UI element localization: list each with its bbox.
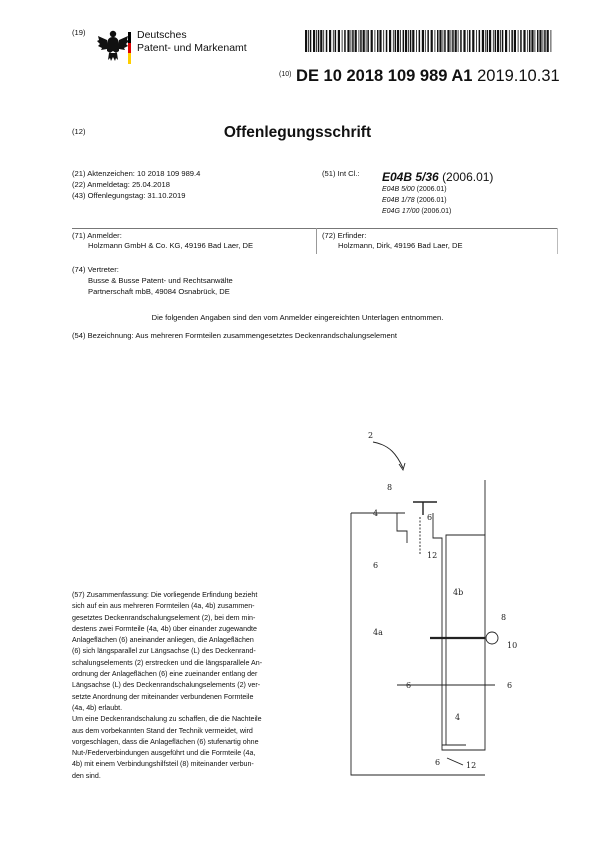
barcode-bar (412, 30, 414, 52)
barcode-bar (539, 30, 541, 52)
barcode-bar (514, 30, 516, 52)
barcode-bar (431, 30, 433, 52)
figure-label: 4 (455, 713, 461, 722)
barcode-bar (482, 30, 484, 52)
application-number: (21) Aktenzeichen: 10 2018 109 989.4 (72, 169, 201, 178)
barcode-bar (447, 30, 449, 52)
barcode-bar (523, 30, 525, 52)
barcode-bar (489, 30, 491, 52)
step-contour-right (433, 513, 442, 540)
barcode-bar (379, 30, 381, 52)
barcode-bar (403, 30, 405, 52)
barcode-bar (397, 30, 399, 52)
abstract-line: setzte Anordnung der miteinander verbundenen Formteile (72, 692, 254, 701)
barcode-bar (363, 30, 365, 52)
applicant-value: Holzmann GmbH & Co. KG, 49196 Bad Laer, DE (88, 241, 254, 250)
barcode-bar (367, 30, 369, 52)
ipc-class-version: (2006.01) (416, 186, 447, 193)
barcode-bar (318, 30, 320, 52)
barcode-bar (405, 30, 407, 52)
ipc-class-code: E04B 1/78 (382, 197, 415, 204)
barcode-bar (469, 30, 471, 52)
divider-vertical (316, 228, 317, 254)
barcode-bar (320, 30, 322, 52)
barcode-bar (479, 30, 481, 52)
inventor-label: (72) Erfinder: (322, 231, 367, 240)
abstract-line: gesetztes Deckenrandschalungselement (2), bei dem min- (72, 613, 256, 622)
barcode-bar (527, 30, 528, 52)
figure-label: 6 (507, 681, 513, 690)
barcode-bar (416, 30, 417, 52)
patent-office-name (137, 29, 247, 55)
barcode-bar (502, 30, 504, 52)
abstract-line: (4a, 4b) erlaubt. (72, 703, 123, 712)
patent-figure (335, 420, 535, 780)
abstract-line: schalungselements (2) erstrecken und die längsparallele An- (72, 658, 263, 667)
federal-eagle-icon (97, 27, 129, 65)
document-type-title: Offenlegungsschrift (223, 124, 372, 141)
publication-date: 2019.10.31 (477, 67, 560, 85)
publication-number-value: DE 10 2018 109 989 A1 (296, 67, 473, 85)
figure-label: 4a (373, 628, 383, 637)
barcode-bar (377, 30, 379, 52)
barcode-bar (435, 30, 436, 52)
barcode (305, 30, 553, 52)
barcode-bar (537, 30, 539, 52)
abstract-line: vorgeschlagen, dass die Anlageflächen (6) stufenartig ohne (72, 737, 259, 746)
barcode-bar (305, 30, 307, 52)
abstract-line: (6) sich längsparallel zur Längsachse (L) des Deckenrand- (72, 647, 256, 656)
barcode-bar (371, 30, 373, 52)
barcode-bar (308, 30, 309, 52)
barcode-bar (467, 30, 468, 52)
barcode-bar (419, 30, 421, 52)
barcode-bar (316, 30, 317, 52)
abstract-line: Um eine Deckenrandschalung zu schaffen, die die Nachteile (72, 715, 262, 724)
ipc-class-version: (2006.01) (421, 208, 452, 215)
barcode-bar (544, 30, 546, 52)
barcode-bar (547, 30, 549, 52)
connector-10-head (486, 632, 498, 644)
figure-label: 4 (373, 509, 379, 518)
figure-label: 8 (501, 613, 507, 622)
barcode-bar (500, 30, 501, 52)
barcode-bar (425, 30, 426, 52)
office-name-line2: Patent- und Markenamt (137, 42, 247, 54)
barcode-bar (360, 30, 362, 52)
ipc-class-item (382, 197, 447, 204)
publication-date-line: (43) Offenlegungstag: 31.10.2019 (72, 191, 186, 200)
barcode-bar (443, 30, 444, 52)
ipc-main-class-version: (2006.01) (442, 170, 494, 184)
barcode-bar (323, 30, 324, 52)
barcode-bar (437, 30, 439, 52)
abstract-line: 4b) mit einem Verbindungshilfsteil (8) miteinander verbun- (72, 760, 254, 769)
designation: (54) Bezeichnung: Aus mehreren Formteilen zusammengesetztes Deckenrandschalungselement (72, 331, 398, 340)
barcode-bar (410, 30, 412, 52)
figure-label: 12 (427, 551, 438, 560)
divider-line (72, 228, 557, 229)
barcode-bar (495, 30, 497, 52)
barcode-bar (551, 30, 552, 52)
barcode-bar (352, 30, 354, 52)
barcode-bar (408, 30, 409, 52)
barcode-bar (531, 30, 533, 52)
barcode-bar (493, 30, 494, 52)
figure-label: 10 (507, 641, 518, 650)
barcode-bar (439, 30, 441, 52)
ipc-class-item (382, 186, 447, 193)
figure-label: 6 (373, 561, 379, 570)
ipc-class-item (382, 208, 451, 215)
barcode-bar (335, 30, 337, 52)
inid-code-10: (10) (279, 71, 292, 78)
barcode-bar (366, 30, 367, 52)
barcode-bar (460, 30, 462, 52)
filing-date: (22) Anmeldetag: 25.04.2018 (72, 180, 170, 189)
ipc-class-code: E04B 5/00 (382, 186, 415, 193)
barcode-bar (400, 30, 401, 52)
figure-label: 12 (466, 761, 477, 770)
barcode-bar (359, 30, 360, 52)
figure-label: 6 (435, 758, 441, 767)
abstract-line: (57) Zusammenfassung: Die vorliegende Erfindung bezieht (72, 591, 258, 599)
barcode-bar (329, 30, 331, 52)
ipc-class-version: (2006.01) (416, 197, 447, 204)
ipc-main-class (382, 170, 493, 184)
inid-code-19: (19) (72, 28, 86, 37)
barcode-bar (422, 30, 424, 52)
figure-label: 6 (427, 513, 433, 522)
barcode-bar (347, 30, 349, 52)
barcode-bar (326, 30, 328, 52)
barcode-bar (344, 30, 346, 52)
step-contour (397, 513, 407, 543)
abstract-line: destens zwei Formteile (4a, 4b) über einander zugewandte (72, 624, 257, 633)
abstract-line: Nut-/Federverbindungen ausgeführt und die Formteile (4a, (72, 749, 256, 758)
figure-label: 2 (368, 431, 374, 440)
inid-code-12: (12) (72, 127, 86, 136)
abstract-line: sich auf ein aus mehreren Formteilen (4a, 4b) zusammen- (72, 602, 255, 611)
abstract-line: Längsachse (L) des Deckenrandschalungselements (2) ver- (72, 681, 261, 690)
barcode-bar (451, 30, 452, 52)
abstract-line: den sind. (72, 771, 101, 780)
representative-label: (74) Vertreter: (72, 265, 119, 274)
barcode-bar (351, 30, 352, 52)
barcode-bar (342, 30, 343, 52)
barcode-bar (543, 30, 544, 52)
barcode-bar (375, 30, 376, 52)
barcode-bar (313, 30, 315, 52)
divider-vertical (557, 228, 558, 254)
barcode-bar (444, 30, 446, 52)
ipc-main-class-code: E04B 5/36 (382, 170, 439, 184)
barcode-bar (487, 30, 489, 52)
inventor-value: Holzmann, Dirk, 49196 Bad Laer, DE (338, 241, 463, 250)
abstract (72, 590, 308, 782)
barcode-bar (393, 30, 394, 52)
barcode-bar (455, 30, 457, 52)
applicant-notice: Die folgenden Angaben sind den vom Anmelder eingereichten Unterlagen entnommen. (151, 313, 444, 322)
barcode-bar (535, 30, 536, 52)
barcode-bar (518, 30, 519, 52)
barcode-bar (497, 30, 499, 52)
reference-arrow (373, 442, 403, 468)
barcode-bar (509, 30, 510, 52)
representative-line1: Busse & Busse Patent- und Rechtsanwälte (88, 276, 233, 285)
barcode-bar (395, 30, 397, 52)
barcode-bar (355, 30, 357, 52)
barcode-bar (529, 30, 531, 52)
barcode-bar (383, 30, 384, 52)
abstract-line: Anlageflächen (6) aneinander anliegen, die Anlageflächen (72, 636, 254, 645)
barcode-bar (386, 30, 388, 52)
int-cl-label: (51) Int Cl.: (322, 169, 360, 178)
barcode-bar (520, 30, 522, 52)
barcode-bar (463, 30, 465, 52)
abstract-line: ordnung der Anlageflächen (6) eine zueinander entlang der (72, 670, 258, 679)
barcode-bar (485, 30, 486, 52)
figure-label: 6 (406, 681, 412, 690)
barcode-bar (333, 30, 334, 52)
barcode-bar (505, 30, 507, 52)
barcode-bar (338, 30, 340, 52)
german-flag-stripe (128, 32, 131, 64)
barcode-bar (511, 30, 513, 52)
barcode-bar (310, 30, 312, 52)
abstract-line: aus dem vorbekannten Stand der Technik vermeidet, wird (72, 726, 253, 735)
applicant-label: (71) Anmelder: (72, 231, 122, 240)
office-name-line1: Deutsches (137, 29, 187, 41)
leader-line (447, 758, 463, 765)
barcode-bar (476, 30, 477, 52)
publication-number (279, 67, 560, 86)
barcode-bar (427, 30, 429, 52)
barcode-bar (452, 30, 454, 52)
figure-label: 8 (387, 483, 393, 492)
barcode-bar (389, 30, 391, 52)
barcode-bar (458, 30, 459, 52)
barcode-bar (472, 30, 474, 52)
figure-label: 4b (453, 588, 464, 597)
representative-line2: Partnerschaft mbB, 49084 Osnabrück, DE (88, 287, 230, 296)
ipc-class-code: E04G 17/00 (382, 208, 420, 215)
